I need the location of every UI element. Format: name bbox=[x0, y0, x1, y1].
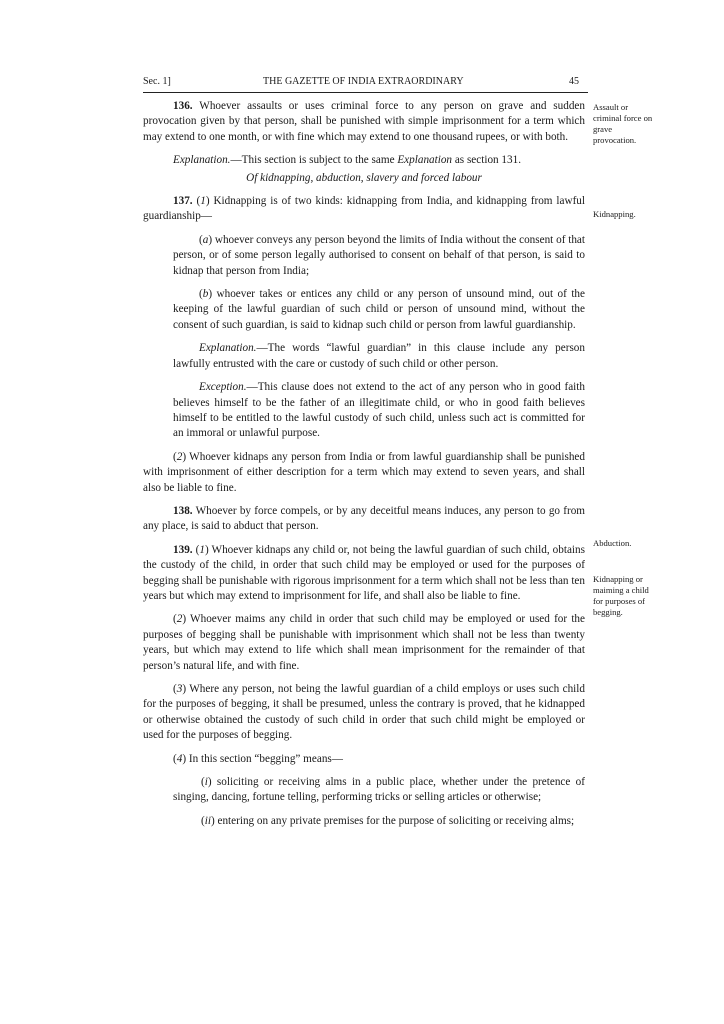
section-137-number: 137. bbox=[173, 195, 193, 208]
page-header bbox=[143, 76, 588, 92]
section-138: 138. Whoever by force compels, or by any deceitful means induces, any person to go from any place, is said to abduct that person. bbox=[143, 504, 585, 533]
page-number: 45 bbox=[569, 76, 579, 87]
section-137-2: (2) Whoever kidnaps any person from India or from lawful guardianship shall be punished with imprisonment of either description for a term which may extend to seven years, and shall also be liable to fine. bbox=[143, 450, 585, 494]
chapter-heading: Of kidnapping, abduction, slavery and forced labour bbox=[246, 171, 482, 184]
section-139-number: 139. bbox=[173, 543, 193, 556]
section-ref: Sec. 1] bbox=[143, 76, 171, 87]
exception-137: Exception.—This clause does not extend to the act of any person who in good faith believes himself to be the father of an illegitimate child, or who in good faith believes himself to be entitled to the lawful custody of such child, unless such act is committed for an immoral or unlawful purpose. bbox=[173, 381, 585, 440]
section-138-number: 138. bbox=[173, 504, 193, 517]
margin-note-assault: Assault or criminal force on grave provocation. bbox=[593, 102, 653, 145]
main-text bbox=[143, 99, 585, 837]
section-136-text: Whoever assaults or uses criminal force to any person on grave and sudden provocation given by that person, shall be punished with simple imprisonment for a term which may extend to one month, or with fine which may extend to one thousand rupees, or with both. bbox=[143, 100, 585, 143]
clause-139-ii: (ii) entering on any private premises for the purpose of soliciting or receiving alms; bbox=[201, 814, 575, 827]
explanation-label: Explanation. bbox=[173, 154, 231, 167]
margin-note-abduction: Abduction. bbox=[593, 538, 632, 548]
section-137-1: 137. (1) Kidnapping is of two kinds: kidnapping from India, and kidnapping from lawful guardianship— bbox=[143, 195, 585, 223]
section-139-2: (2) Whoever maims any child in order that such child may be employed or used for the purposes of begging shall be punishable with imprisonment which shall not be less than twenty years, but which may extend to life which shall mean imprisonment for the remainder of that person’s natural life, and with fine. bbox=[143, 613, 585, 672]
section-139-3: (3) Where any person, not being the lawful guardian of a child employs or uses such child for the purposes of begging, it shall be presumed, unless the contrary is proved, that he kidnapped or otherwise obtained the custody of such child in order that such child might be employed or used for the purposes of begging. bbox=[143, 683, 585, 742]
section-139-4: (4) In this section “begging” means— bbox=[173, 752, 343, 765]
margin-note-begging: Kidnapping or maiming a child for purposes of begging. bbox=[593, 574, 649, 617]
clause-137-b: (b) whoever takes or entices any child or any person of unsound mind, out of the keeping of the lawful guardian of such child or person of unsound mind, without the consent of such guardian, is said to kidnap such child or person from lawful guardianship. bbox=[173, 288, 585, 331]
gazette-title: THE GAZETTE OF INDIA EXTRAORDINARY bbox=[263, 76, 464, 87]
section-139-1: 139. (1) Whoever kidnaps any child or, not being the lawful guardian of such child, obtains the custody of the child, in order that such child may be employed or used for the purposes of begging shall be punishable with rigorous imprisonment for a term which shall not be less than ten years but which may extend to imprisonment for life, and shall also be liable to fine. bbox=[143, 543, 585, 602]
header-rule bbox=[143, 92, 588, 93]
explanation-131: Explanation.—This section is subject to the same Explanation as section 131. bbox=[173, 154, 522, 167]
clause-139-i: (i) soliciting or receiving alms in a public place, whether under the pretence of singing, dancing, fortune telling, performing tricks or selling articles or otherwise; bbox=[173, 776, 585, 804]
margin-note-kidnapping: Kidnapping. bbox=[593, 209, 636, 219]
clause-137-a: (a) whoever conveys any person beyond the limits of India without the consent of that person, or of some person legally authorised to consent on behalf of that person, is said to kidnap that person from India; bbox=[173, 233, 585, 277]
section-136-number: 136. bbox=[173, 100, 193, 112]
explanation-137: Explanation.—The words “lawful guardian” in this clause include any person lawfully entrusted with the care or custody of such child or other person. bbox=[173, 342, 585, 370]
section-136 bbox=[143, 99, 585, 145]
